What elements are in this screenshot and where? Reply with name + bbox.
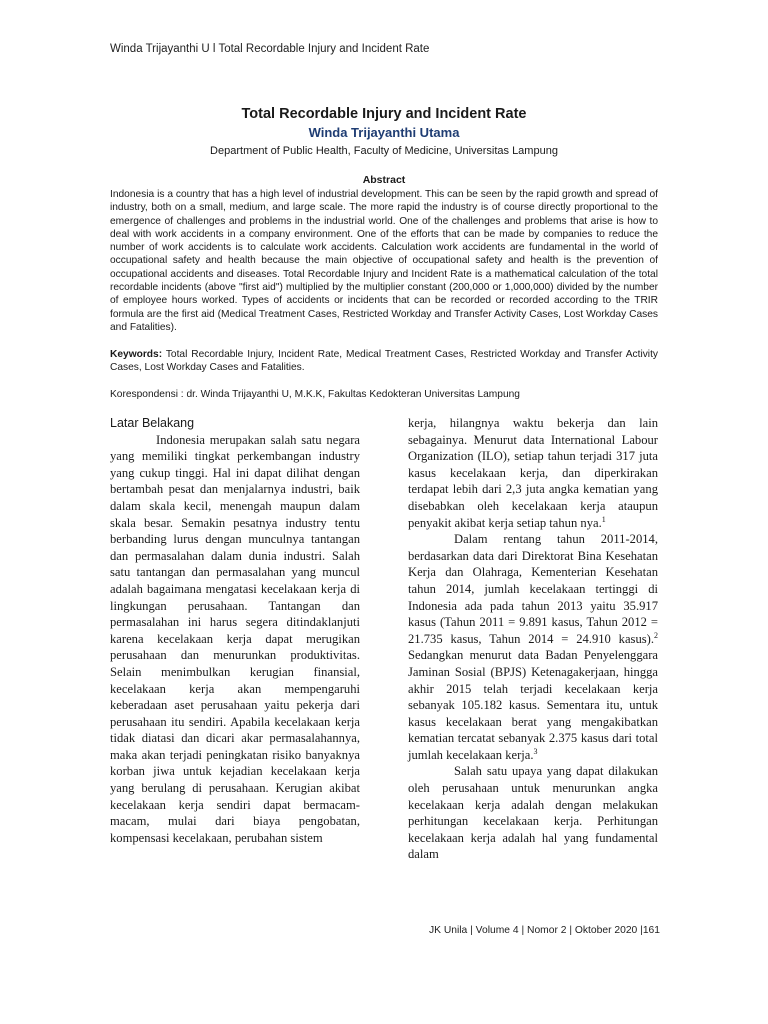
section-heading: Latar Belakang [110, 416, 195, 430]
korespondensi: Korespondensi : dr. Winda Trijayanthi U, M.K.K, Fakultas Kedokteran Universitas Lampung [110, 389, 520, 400]
keywords-label: Keywords: [110, 349, 163, 360]
reference-marker: 3 [533, 746, 538, 756]
abstract-heading: Abstract [362, 174, 406, 186]
left-column [110, 415, 360, 846]
body-text: Dalam rentang tahun 2011-2014, berdasarkan data dari Direktorat Bina Kesehatan Kerja dan Olahraga, Kementerian Kesehatan tahun 2014, jumlah kecelakaan tertinggi di Indonesia ada pada tahun 2013 yaitu 35.917 kasus (Tahun 2011 = 9.891 kasus, Tahun 2012 = 21.735 kasus, Tahun 2014 = 24.910 kasus). [408, 532, 658, 646]
title-block [110, 106, 658, 158]
keywords [110, 348, 658, 375]
keywords-text: Total Recordable Injury, Incident Rate, Medical Treatment Cases, Restricted Workday and Transfer Activity Cases, Lost Workday Cases and Fatalities. [110, 349, 658, 374]
affiliation: Department of Public Health, Faculty of Medicine, Universitas Lampung [210, 145, 558, 157]
running-head: Winda Trijayanthi U l Total Recordable Injury and Incident Rate [110, 43, 430, 55]
reference-marker: 1 [601, 514, 606, 524]
abstract-text: Indonesia is a country that has a high level of industrial development. This can be seen by the rapid growth and spread of industry, both on a small, medium, and large scale. The more rapid the industry is of course directly proportional to the emergence of challenges and problems in the industrial world. One of the challenges and problems that arise is how to deal with work accidents in a company environment. One of the efforts that can be made by companies to reduce the number of work accidents is to calculate work accidents. Calculation work accidents are fundamental in the world of occupational safety and health because the main objective of occupational safety and health is the prevention of occupational accidents and diseases. Total Recordable Injury and Incident Rate is a mathematical calculation of the total recordable incidents (above "first aid") multiplied by the multiplier constant (200,000 or 1,000,000) divided by the number of employee hours worked. Types of accidents or incidents that can be recorded or recorded according to the TRIR formula are the first aid (Medical Treatment Cases, Restricted Workday and Transfer Activity Cases, Lost Workday Cases and Fatalities). [110, 189, 658, 333]
reference-marker: 2 [654, 630, 658, 640]
body-paragraph: Indonesia merupakan salah satu negara yang memiliki tingkat perkembangan industry yang cukup tinggi. Hal ini dapat dilihat dengan bertambah pesat dan menjalarnya industri, baik dalam skala kecil, menengah maupun dalam skala besar. Semakin pesatnya industry tentu berbanding lurus dengan munculnya tantangan dan permasalahan dalam dunia industri. Salah satu tantangan dan permasalahan yang muncul adalah bagaimana mengatasi kecelakaan kerja di lingkungan perusahaan. Tantangan dan permasalahan ini harus segera ditindaklanjuti karena kecelakaan kerja dapat merugikan perusahaan dan menurunkan produktivitas. Selain menimbulkan kerugian finansial, kecelakaan kerja akan mempengaruhi keberadaan aset perusahaan yaitu pekerja dari perusahaan itu sendiri. Apabila kecelakaan kerja tidak diatasi dan dicari akar permasalahannya, maka akan terjadi peningkatan risiko banyaknya korban jiwa untuk kejadian kecelakaan kerja yang berulang di perusahaan. Kerugian akibat kecelakaan kerja sendiri dapat bermacam-macam, mulai dari biaya pengobatan, kompensasi kecelakaan, perubahan sistem [110, 432, 360, 845]
paper-title: Total Recordable Injury and Incident Rate [241, 106, 527, 122]
body-paragraph [408, 531, 658, 763]
right-column [408, 415, 658, 863]
body-text: Sedangkan menurut data Badan Penyelenggara Jaminan Sosial (BPJS) Ketenagakerjaan, hingga akhir 2015 telah terjadi kecelakaan kerja sebanyak 105.182 kasus. Sementara itu, untuk kasus kecelakaan berat yang mengakibatkan kematian tercatat sebanyak 2.375 kasus dari total jumlah kecelakaan kerja. [408, 648, 658, 762]
body-paragraph [408, 415, 658, 531]
page-footer: JK Unila | Volume 4 | Nomor 2 | Oktober 2020 |161 [428, 925, 660, 936]
author-name: Winda Trijayanthi Utama [308, 125, 460, 140]
body-paragraph: Salah satu upaya yang dapat dilakukan oleh perusahaan untuk menurunkan angka kecelakaan kerja adalah dengan melakukan perhitungan kecelakaan kerja. Perhitungan kecelakaan kerja adalah hal yang fundamental dalam [408, 764, 658, 862]
body-text: kerja, hilangnya waktu bekerja dan lain sebagainya. Menurut data International Labour Organization (ILO), setiap tahun terjadi 317 juta kasus kecelakaan kerja, dan diperkirakan terdapat lebih dari 2,3 juta angka kematian yang disebabkan oleh kecelakaan kerja ataupun penyakit akibat kerja setiap tahun nya. [408, 416, 658, 530]
